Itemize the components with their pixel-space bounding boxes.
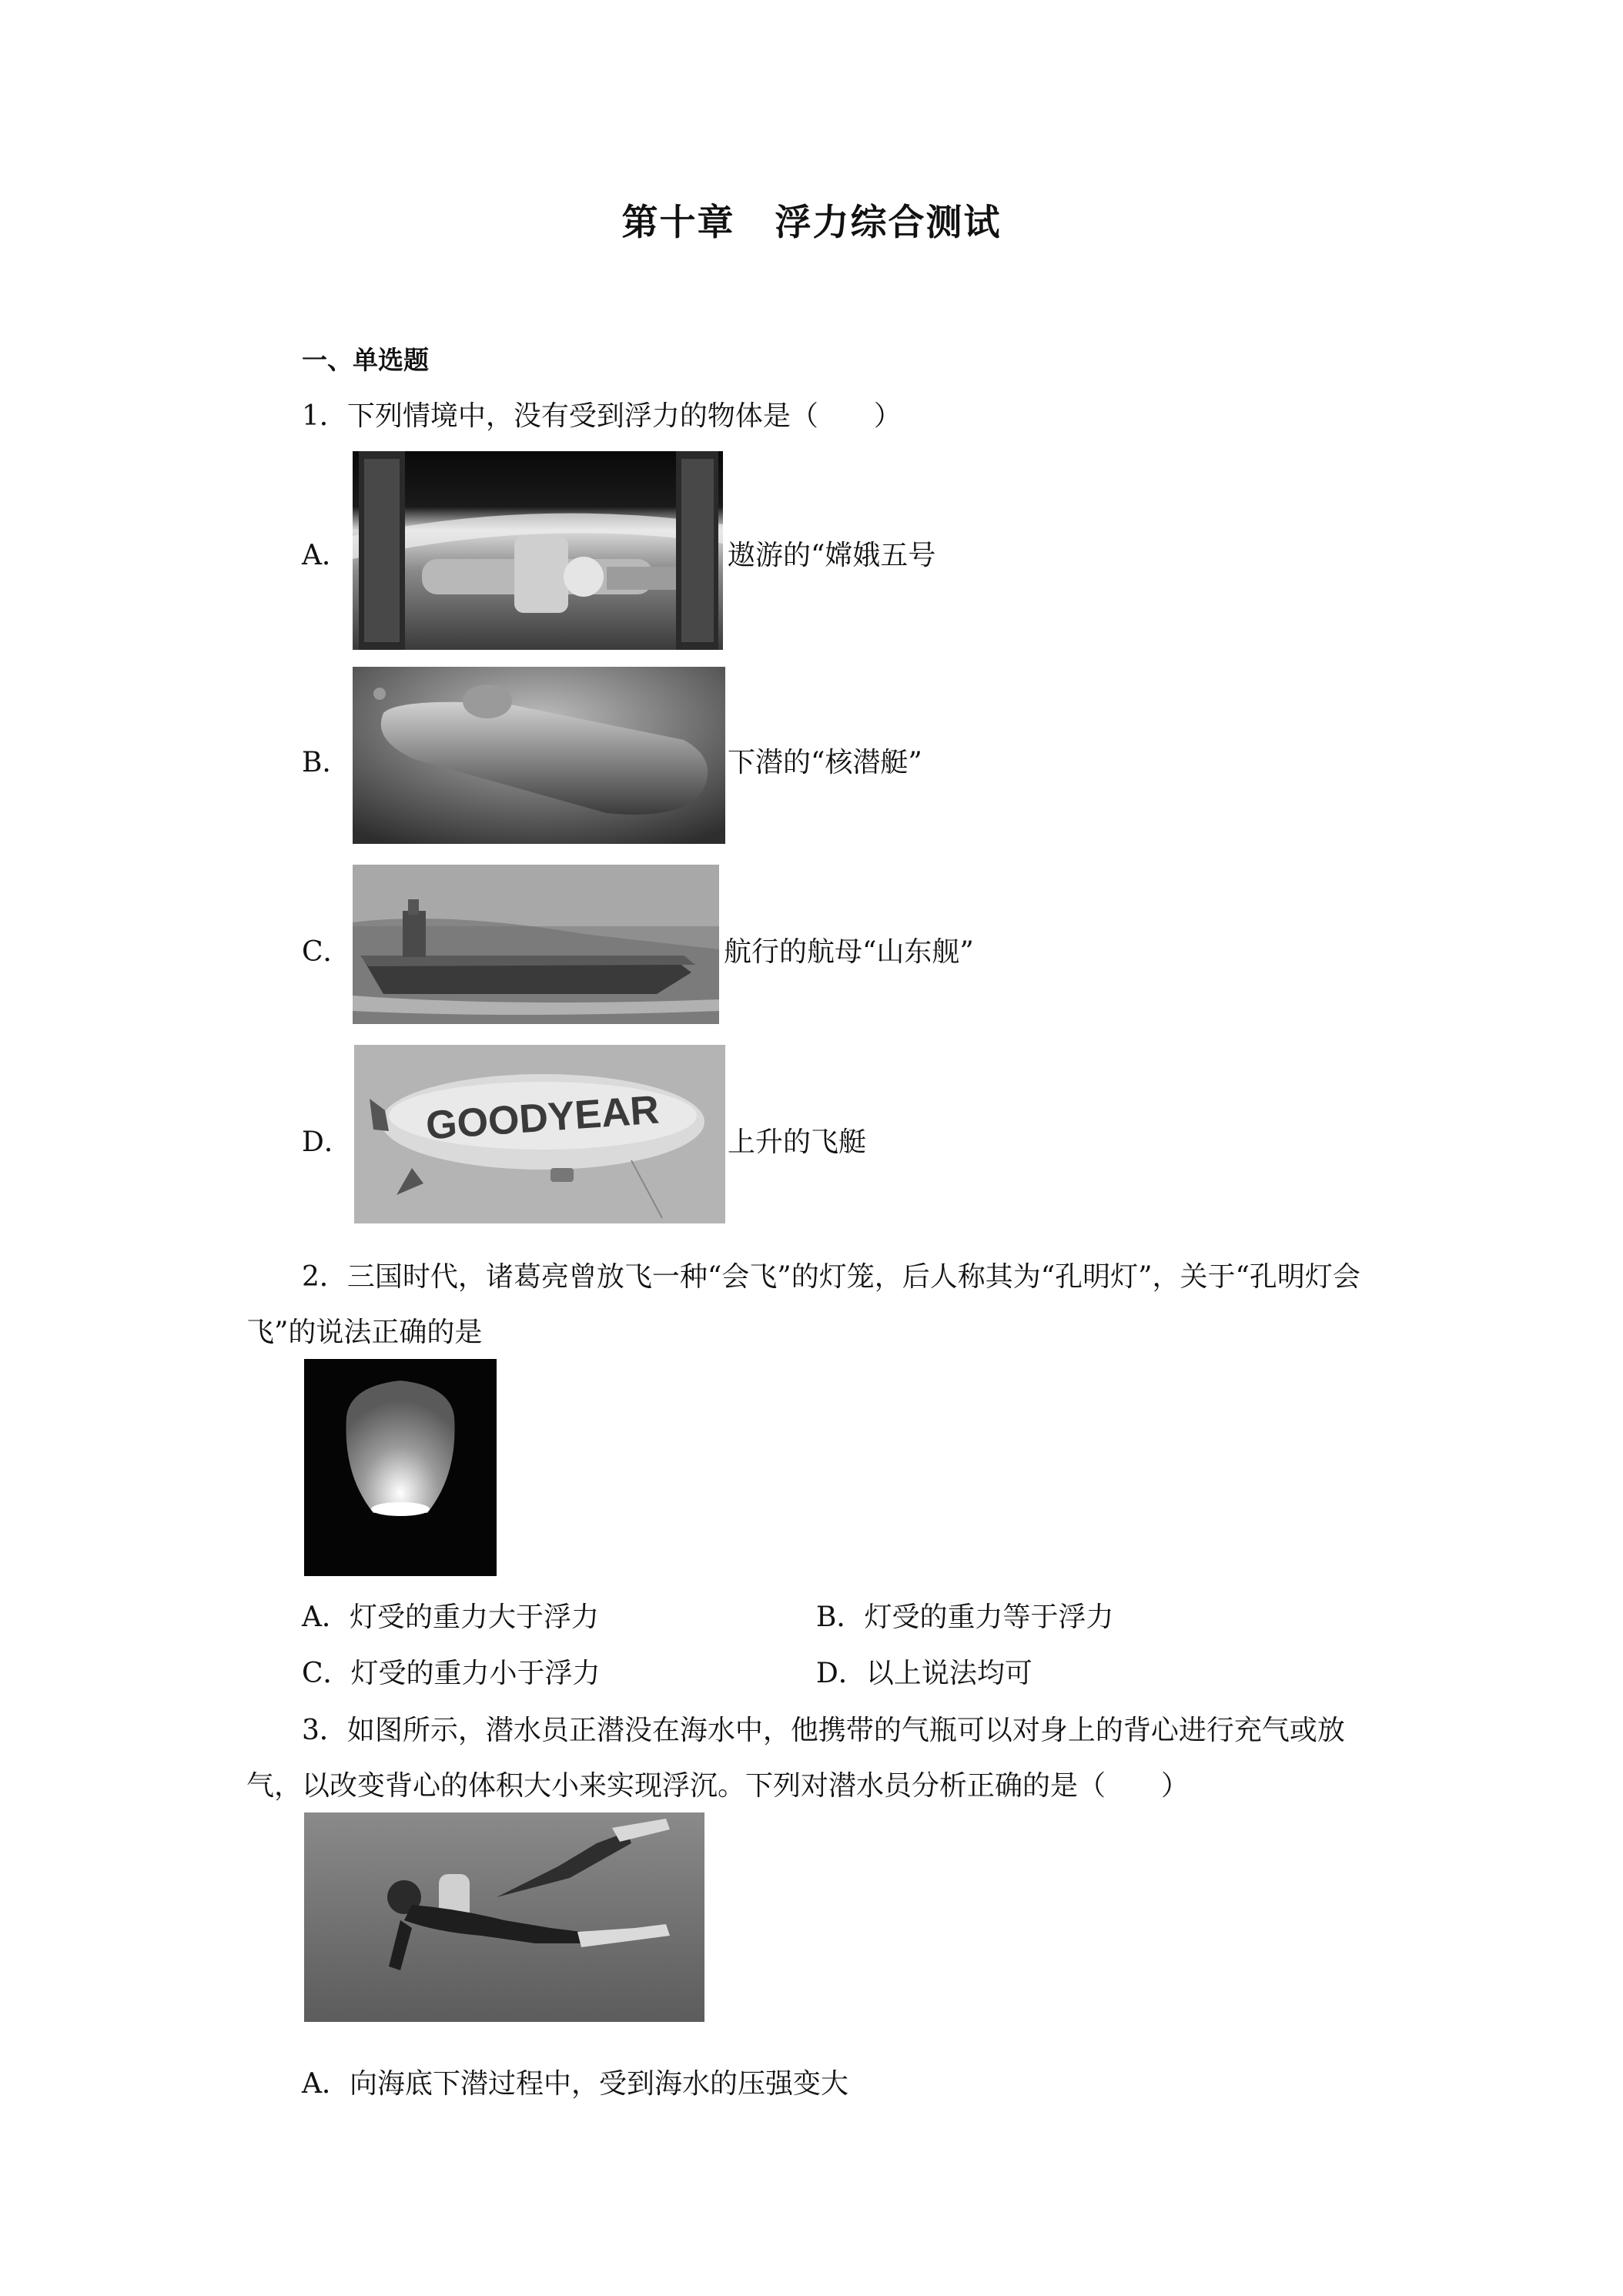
- question-2-stem-line1: 2．三国时代，诸葛亮曾放飞一种“会飞”的灯笼，后人称其为“孔明灯”，关于“孔明灯会: [302, 1261, 1360, 1293]
- q2-option-d: D．以上说法均可: [816, 1658, 1032, 1689]
- q1-option-b-caption: 下潜的“核潜艇”: [728, 747, 922, 778]
- question-2-stem-line2: 飞”的说法正确的是: [246, 1317, 483, 1348]
- page-title: [0, 194, 1623, 246]
- q1-option-d-letter: D．: [302, 1126, 352, 1158]
- q1-option-c-caption: 航行的航母“山东舰”: [724, 936, 974, 968]
- airship-logo-text: GOODYEAR: [424, 1087, 661, 1149]
- q2-option-c: C．灯受的重力小于浮力: [302, 1658, 601, 1689]
- question-3-stem-line2: 气，以改变背心的体积大小来实现浮沉。下列对潜水员分析正确的是（ ）: [246, 1770, 1190, 1802]
- scuba-diver-photo: [304, 1812, 704, 2022]
- q1-option-a-letter: A．: [302, 540, 350, 571]
- title-chapter: 第十章: [621, 202, 735, 244]
- q1-option-b-letter: B．: [302, 747, 350, 778]
- q1-option-c-letter: C．: [302, 936, 351, 968]
- question-1-stem: 1．下列情境中，没有受到浮力的物体是（ ）: [302, 400, 902, 432]
- aircraft-carrier-photo: [353, 865, 719, 1024]
- space-station-photo: [353, 451, 723, 650]
- airship-photo: [354, 1045, 725, 1223]
- q2-option-b: B．灯受的重力等于浮力: [816, 1602, 1114, 1633]
- q3-option-a: A．向海底下潜过程中，受到海水的压强变大: [302, 2068, 848, 2100]
- submarine-photo: [353, 667, 725, 844]
- q1-option-a-caption: 遨游的“嫦娥五号: [728, 540, 936, 571]
- question-3-stem-line1: 3．如图所示，潜水员正潜没在海水中，他携带的气瓶可以对身上的背心进行充气或放: [302, 1715, 1345, 1746]
- title-topic: 浮力综合测试: [775, 202, 1002, 244]
- sky-lantern-photo: [304, 1359, 497, 1576]
- q1-option-d-caption: 上升的飞艇: [728, 1126, 867, 1158]
- q2-option-a: A．灯受的重力大于浮力: [302, 1602, 599, 1633]
- section-heading: 一、单选题: [302, 345, 429, 375]
